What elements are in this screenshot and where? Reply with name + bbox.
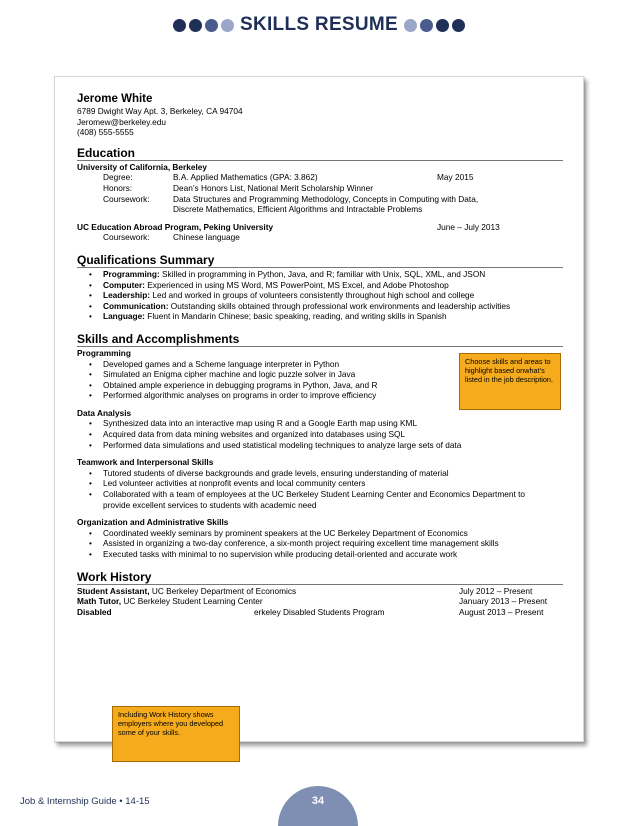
degree-label: Degree:	[103, 172, 133, 183]
item-text: Led and worked in groups of volunteers consistently throughout high school and college	[150, 290, 475, 301]
item-text: Fluent in Mandarin Chinese; basic speaking, reading, and writing skills in Spanish	[144, 311, 447, 322]
skills-callout-note: Choose skills and areas to highlight based onwhat’s listed in the job description.	[459, 353, 561, 410]
item-text: Outstanding skills obtained through professional work environments and leadership activities	[168, 300, 511, 311]
item-text: Experienced in using MS Word, MS PowerPoint, MS Excel, and Adobe Photoshop	[144, 279, 449, 290]
work-title: Math Tutor,	[77, 596, 122, 607]
dot	[189, 19, 202, 32]
work-title: Disabled	[77, 606, 112, 617]
school-name: University of California, Berkeley	[77, 161, 208, 172]
list-item	[77, 280, 563, 291]
qualifications-heading: Qualifications Summary	[77, 253, 563, 268]
right-dots	[404, 19, 465, 32]
work-date: January 2013 – Present	[459, 596, 548, 607]
list-item: • Simulated an Enigma cipher machine and logic puzzle solver in Java	[77, 369, 563, 380]
list-item	[77, 269, 563, 280]
list-item	[77, 290, 563, 301]
list-item	[77, 311, 489, 322]
page-number: 34	[311, 795, 325, 807]
list-item: • Assisted in organizing a two-day conference, a six-month project requiring excellent time management skills	[77, 538, 563, 549]
item-label: Programming:	[103, 268, 160, 279]
dot	[452, 19, 465, 32]
contact-address: 6789 Dwight Way Apt. 3, Berkeley, CA 94704	[77, 106, 243, 116]
list-item: • Collaborated with a team of employees at the UC Berkeley Student Learning Center and Economics Department to	[77, 489, 563, 500]
list-item: • Acquired data from data mining websites and organized into databases using SQL	[77, 429, 563, 440]
school2-date: June – July 2013	[437, 221, 500, 232]
dot	[420, 19, 433, 32]
contact-email: Jeromew@berkeley.edu	[77, 116, 166, 127]
degree-date: May 2015	[437, 172, 474, 183]
skill-group-title: Data Analysis	[77, 407, 132, 418]
item-text: Skilled in programming in Python, Java, and R; familiar with Unix, SQL, XML, and JSON	[159, 268, 486, 279]
coursework-label: Coursework:	[103, 193, 150, 204]
list-item: • Tutored students of diverse backgrounds and grade levels, ensuring understanding of material	[77, 468, 563, 479]
work-org: erkeley Disabled Students Program	[254, 606, 385, 617]
skill-group-title: Programming	[77, 347, 131, 358]
work-row	[77, 607, 563, 618]
skill-group-list	[77, 528, 563, 560]
list-item: • Executed tasks with minimal to no supervision while producing detail-oriented and accurate work	[77, 549, 563, 560]
school2-row	[77, 222, 563, 233]
item-label: Language:	[103, 311, 145, 322]
list-item: • Obtained ample experience in debugging programs in Python, Java, and R	[77, 380, 563, 391]
list-item	[77, 301, 563, 312]
dot	[221, 19, 234, 32]
education-heading: Education	[77, 146, 563, 161]
work-heading: Work History	[77, 570, 563, 585]
honors-row	[77, 183, 563, 194]
work-date: August 2013 – Present	[459, 606, 544, 617]
degree-row	[77, 172, 563, 183]
item-label: Leadership:	[103, 290, 151, 301]
school2-name: UC Education Abroad Program, Peking University	[77, 221, 274, 232]
qualifications-list	[77, 269, 563, 322]
work-row	[77, 586, 563, 597]
work-org: UC Berkeley Student Learning Center	[121, 596, 263, 607]
list-item: • Performed data simulations and used statistical modeling techniques to analyze large sets of data	[77, 440, 563, 451]
skill-group-title: Organization and Administrative Skills	[77, 517, 229, 528]
dot	[173, 19, 186, 32]
contact-phone: (408) 555-5555	[77, 127, 134, 138]
list-item-continued: provide excellent services to students with academic need	[103, 499, 317, 510]
honors-value: Dean’s Honors List, National Merit Scholarship Winner	[173, 182, 373, 193]
coursework-value: Data Structures and Programming Methodology, Concepts in Computing with Data,	[173, 193, 479, 204]
item-label: Computer:	[103, 279, 145, 290]
dot	[436, 19, 449, 32]
coursework2-row	[77, 232, 563, 243]
list-item: • Led volunteer activities at nonprofit events and local community centers	[77, 478, 563, 489]
skill-group-list	[77, 418, 563, 450]
resume-name: Jerome White	[77, 93, 153, 105]
list-item: • Performed algorithmic analyses on programs in order to improve efficiency	[77, 390, 563, 401]
skills-heading: Skills and Accomplishments	[77, 332, 563, 347]
list-item: • Synthesized data into an interactive map using R and a Google Earth map using KML	[77, 418, 563, 429]
page-number-tab	[278, 786, 358, 826]
list-item: • Developed games and a Scheme language interpreter in Python	[77, 359, 563, 370]
left-dots	[173, 19, 234, 32]
honors-label: Honors:	[103, 182, 133, 193]
work-org: UC Berkeley Department of Economics	[149, 585, 297, 596]
page-title: SKILLS RESUME	[239, 14, 399, 35]
dot	[205, 19, 218, 32]
work-title: Student Assistant,	[77, 585, 150, 596]
degree-value: B.A. Applied Mathematics (GPA: 3.862)	[173, 172, 318, 183]
work-callout-note: Including Work History shows employers where you developed some of your skills.	[112, 706, 240, 762]
skill-group-title: Teamwork and Interpersonal Skills	[77, 457, 214, 468]
coursework2-label: Coursework:	[103, 232, 150, 243]
work-row	[77, 596, 563, 607]
coursework2-value: Chinese language	[173, 232, 240, 243]
skill-group-list	[77, 468, 563, 510]
item-label: Communication:	[103, 300, 169, 311]
footer-guide: Job & Internship Guide • 14-15	[20, 796, 150, 807]
list-item: • Coordinated weekly seminars by prominent speakers at the UC Berkeley Department of Economics	[77, 528, 563, 539]
dot	[404, 19, 417, 32]
page-header	[0, 8, 638, 42]
work-date: July 2012 – Present	[459, 585, 533, 596]
coursework-continued: Discrete Mathematics, Efficient Algorithms and Intractable Problems	[173, 204, 423, 215]
coursework-row	[77, 194, 563, 205]
